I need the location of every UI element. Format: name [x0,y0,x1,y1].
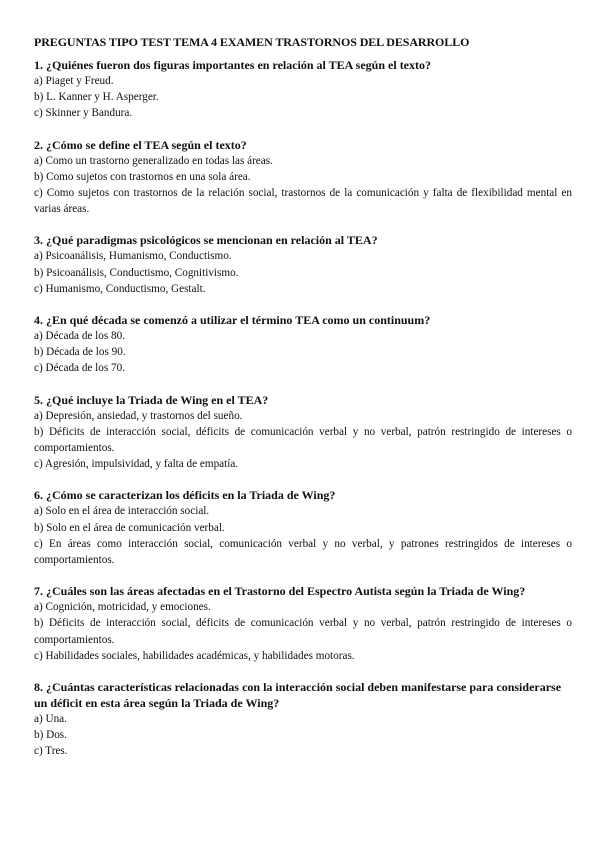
answer-option: a) Cognición, motricidad, y emociones. [34,601,211,614]
question-2 [34,137,572,218]
answer-option: c) Década de los 70. [34,362,126,375]
question-4 [34,312,572,377]
question-1 [34,57,572,122]
question-text: 6. ¿Cómo se caracterizan los déficits en la Triada de Wing? [34,488,336,503]
answer-option: c) Skinner y Bandura. [34,107,133,120]
question-text: 8. ¿Cuántas características relacionadas con la interacción social deben manifestarse para considerarse un déficit en esta área según la Triada de Wing? [34,680,562,711]
answer-option: b) L. Kanner y H. Asperger. [34,91,159,104]
question-8 [34,679,572,760]
answer-option: b) Déficits de interacción social, déficits de comunicación verbal y no verbal, patrón restringido de intereses o comportamientos. [34,617,572,646]
answer-option: c) Habilidades sociales, habilidades académicas, y habilidades motoras. [34,649,355,662]
answer-option: b) Psicoanálisis, Conductismo, Cognitivismo. [34,266,239,279]
answer-option: a) Piaget y Freud. [34,75,114,87]
answer-option: c) Humanismo, Conductismo, Gestalt. [34,282,206,295]
answer-option: c) Tres. [34,745,68,758]
answer-option: a) Solo en el área de interacción social. [34,505,210,518]
question-text: 4. ¿En qué década se comenzó a utilizar el término TEA como un continuum? [34,313,431,328]
question-text: 7. ¿Cuáles son las áreas afectadas en el Trastorno del Espectro Autista según la Triada de Wing? [34,584,526,599]
answer-option: b) Déficits de interacción social, déficits de comunicación verbal y no verbal, patrón restringido de intereses o comportamientos. [34,425,572,455]
answer-option: a) Psicoanálisis, Humanismo, Conductismo. [34,250,232,263]
answer-option: c) En áreas como interacción social, comunicación verbal y no verbal, y patrones restringidos de intereses o comportamientos. [34,537,572,567]
question-7 [34,583,572,664]
answer-option: a) Depresión, ansiedad, y trastornos del sueño. [34,409,243,422]
answer-option: c) Agresión, impulsividad, y falta de empatía. [34,458,239,471]
question-text: 2. ¿Cómo se define el TEA según el texto? [34,137,247,152]
answer-option: c) Como sujetos con trastornos de la relación social, trastornos de la comunicación y falta de flexibilidad mental en varias áreas. [34,187,572,216]
question-5 [34,392,572,473]
answer-option: a) Década de los 80. [34,330,126,343]
answer-option: b) Dos. [34,729,67,742]
question-6 [34,487,572,568]
answer-option: a) Una. [34,713,67,726]
question-text: 3. ¿Qué paradigmas psicológicos se mencionan en relación al TEA? [34,233,378,248]
answer-option: b) Como sujetos con trastornos en una sola área. [34,170,251,183]
answer-option: a) Como un trastorno generalizado en todas las áreas. [34,154,273,167]
question-text: 5. ¿Qué incluye la Triada de Wing en el TEA? [34,392,269,407]
question-3 [34,232,572,297]
document-title: PREGUNTAS TIPO TEST TEMA 4 EXAMEN TRASTORNOS DEL DESARROLLO [34,35,470,49]
answer-option: b) Década de los 90. [34,346,126,359]
question-text: 1. ¿Quiénes fueron dos figuras importantes en relación al TEA según el texto? [34,58,432,72]
answer-option: b) Solo en el área de comunicación verbal. [34,521,225,534]
